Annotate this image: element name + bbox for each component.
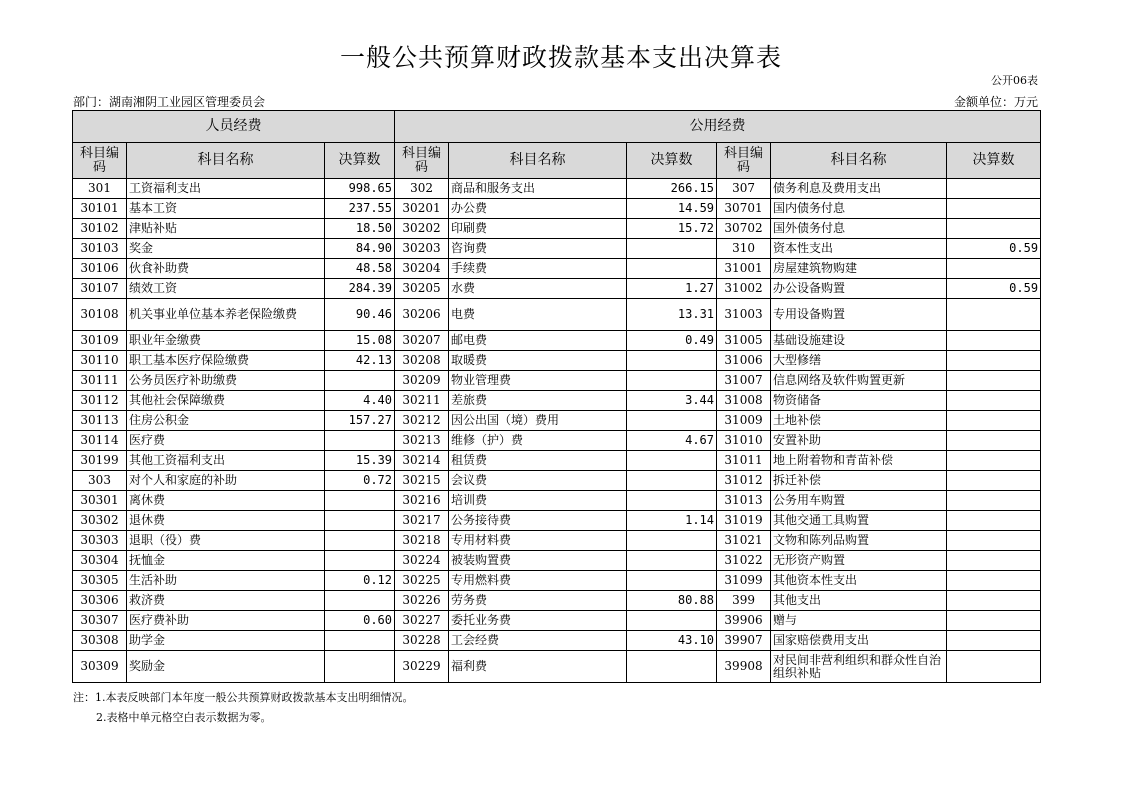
code-cell: 30201	[395, 199, 449, 219]
amount-cell: 84.90	[325, 239, 395, 259]
amount-cell: 13.31	[627, 299, 717, 331]
amount-cell	[947, 471, 1041, 491]
code-cell: 31013	[717, 491, 771, 511]
amount-cell: 266.15	[627, 179, 717, 199]
amount-cell: 0.72	[325, 471, 395, 491]
group-public: 公用经费	[395, 111, 1041, 143]
amount-cell: 3.44	[627, 391, 717, 411]
name-cell: 租赁费	[449, 451, 627, 471]
page-title: 一般公共预算财政拨款基本支出决算表	[339, 43, 782, 72]
amount-cell	[947, 591, 1041, 611]
name-cell: 公务接待费	[449, 511, 627, 531]
amount-cell	[627, 259, 717, 279]
code-cell: 30109	[73, 331, 127, 351]
code-cell: 30211	[395, 391, 449, 411]
code-cell: 31005	[717, 331, 771, 351]
table-row	[73, 179, 1041, 199]
table-row	[73, 411, 1041, 431]
table-row	[73, 239, 1041, 259]
header-amount: 决算数	[947, 143, 1041, 179]
amount-cell: 0.59	[947, 279, 1041, 299]
code-cell: 30208	[395, 351, 449, 371]
code-cell: 30701	[717, 199, 771, 219]
budget-table	[72, 110, 1041, 683]
amount-cell: 157.27	[325, 411, 395, 431]
code-cell: 30301	[73, 491, 127, 511]
amount-cell	[947, 179, 1041, 199]
amount-cell: 15.08	[325, 331, 395, 351]
code-cell: 31012	[717, 471, 771, 491]
code-cell: 31008	[717, 391, 771, 411]
table-row	[73, 631, 1041, 651]
code-cell: 31009	[717, 411, 771, 431]
amount-cell	[947, 491, 1041, 511]
table-row	[73, 431, 1041, 451]
amount-cell	[947, 431, 1041, 451]
name-cell: 奖金	[127, 239, 325, 259]
amount-cell	[627, 491, 717, 511]
amount-cell	[947, 631, 1041, 651]
amount-cell	[325, 511, 395, 531]
code-cell: 30307	[73, 611, 127, 631]
amount-cell: 15.39	[325, 451, 395, 471]
unit-label: 金额单位：万元	[953, 95, 1038, 109]
amount-cell	[627, 411, 717, 431]
amount-cell	[627, 551, 717, 571]
amount-cell	[627, 531, 717, 551]
name-cell: 国内债务付息	[771, 199, 947, 219]
code-cell: 30205	[395, 279, 449, 299]
name-cell: 职工基本医疗保险缴费	[127, 351, 325, 371]
name-cell: 被装购置费	[449, 551, 627, 571]
amount-cell	[627, 451, 717, 471]
table-row	[73, 651, 1041, 683]
code-cell: 31006	[717, 351, 771, 371]
header-code: 科目编码	[73, 143, 127, 179]
header-name: 科目名称	[771, 143, 947, 179]
amount-cell	[325, 591, 395, 611]
table-row	[73, 371, 1041, 391]
name-cell: 电费	[449, 299, 627, 331]
name-cell: 赠与	[771, 611, 947, 631]
code-cell: 303	[73, 471, 127, 491]
code-cell: 30225	[395, 571, 449, 591]
name-cell: 资本性支出	[771, 239, 947, 259]
amount-cell	[947, 651, 1041, 683]
amount-cell: 284.39	[325, 279, 395, 299]
name-cell: 其他支出	[771, 591, 947, 611]
code-cell: 310	[717, 239, 771, 259]
amount-cell: 80.88	[627, 591, 717, 611]
amount-cell	[325, 531, 395, 551]
amount-cell: 4.40	[325, 391, 395, 411]
code-cell: 30214	[395, 451, 449, 471]
name-cell: 咨询费	[449, 239, 627, 259]
amount-cell	[947, 511, 1041, 531]
code-cell: 30302	[73, 511, 127, 531]
code-cell: 30203	[395, 239, 449, 259]
footnote-1: 注：1.本表反映部门本年度一般公共预算财政拨款基本支出明细情况。	[73, 691, 414, 704]
amount-cell	[947, 391, 1041, 411]
name-cell: 商品和服务支出	[449, 179, 627, 199]
amount-cell: 43.10	[627, 631, 717, 651]
code-cell: 30103	[73, 239, 127, 259]
code-cell: 31022	[717, 551, 771, 571]
code-cell: 31099	[717, 571, 771, 591]
header-amount: 决算数	[325, 143, 395, 179]
code-cell: 30213	[395, 431, 449, 451]
amount-cell	[947, 199, 1041, 219]
code-cell: 30111	[73, 371, 127, 391]
name-cell: 专用设备购置	[771, 299, 947, 331]
header-code: 科目编码	[395, 143, 449, 179]
table-row	[73, 571, 1041, 591]
name-cell: 债务利息及费用支出	[771, 179, 947, 199]
name-cell: 安置补助	[771, 431, 947, 451]
name-cell: 其他交通工具购置	[771, 511, 947, 531]
name-cell: 公务用车购置	[771, 491, 947, 511]
code-cell: 30209	[395, 371, 449, 391]
header-code: 科目编码	[717, 143, 771, 179]
name-cell: 专用燃料费	[449, 571, 627, 591]
header-name: 科目名称	[449, 143, 627, 179]
amount-cell: 15.72	[627, 219, 717, 239]
amount-cell: 1.27	[627, 279, 717, 299]
table-row	[73, 199, 1041, 219]
name-cell: 取暖费	[449, 351, 627, 371]
code-cell: 39906	[717, 611, 771, 631]
code-cell: 30110	[73, 351, 127, 371]
amount-cell: 237.55	[325, 199, 395, 219]
group-header-row	[73, 111, 1041, 143]
code-cell: 31002	[717, 279, 771, 299]
amount-cell: 4.67	[627, 431, 717, 451]
name-cell: 津贴补贴	[127, 219, 325, 239]
amount-cell	[947, 299, 1041, 331]
name-cell: 邮电费	[449, 331, 627, 351]
code-cell: 31019	[717, 511, 771, 531]
code-cell: 30303	[73, 531, 127, 551]
amount-cell: 0.12	[325, 571, 395, 591]
amount-cell: 0.60	[325, 611, 395, 631]
amount-cell	[947, 331, 1041, 351]
code-cell: 31007	[717, 371, 771, 391]
amount-cell	[947, 371, 1041, 391]
name-cell: 基础设施建设	[771, 331, 947, 351]
name-cell: 退职（役）费	[127, 531, 325, 551]
name-cell: 办公费	[449, 199, 627, 219]
code-cell: 30107	[73, 279, 127, 299]
amount-cell	[627, 371, 717, 391]
code-cell: 30102	[73, 219, 127, 239]
form-code: 公开06表	[991, 74, 1038, 87]
amount-cell	[627, 239, 717, 259]
code-cell: 30216	[395, 491, 449, 511]
code-cell: 30101	[73, 199, 127, 219]
table-row	[73, 299, 1041, 331]
code-cell: 399	[717, 591, 771, 611]
name-cell: 伙食补助费	[127, 259, 325, 279]
table-row	[73, 591, 1041, 611]
code-cell: 30305	[73, 571, 127, 591]
code-cell: 31011	[717, 451, 771, 471]
amount-cell: 0.59	[947, 239, 1041, 259]
name-cell: 土地补偿	[771, 411, 947, 431]
code-cell: 39908	[717, 651, 771, 683]
name-cell: 劳务费	[449, 591, 627, 611]
code-cell: 30206	[395, 299, 449, 331]
name-cell: 办公设备购置	[771, 279, 947, 299]
amount-cell	[325, 371, 395, 391]
name-cell: 工会经费	[449, 631, 627, 651]
amount-cell	[947, 551, 1041, 571]
code-cell: 30215	[395, 471, 449, 491]
amount-cell	[325, 491, 395, 511]
table-row	[73, 451, 1041, 471]
amount-cell	[325, 631, 395, 651]
table-row	[73, 511, 1041, 531]
name-cell: 因公出国（境）费用	[449, 411, 627, 431]
amount-cell	[325, 551, 395, 571]
table-row	[73, 259, 1041, 279]
name-cell: 工资福利支出	[127, 179, 325, 199]
name-cell: 对个人和家庭的补助	[127, 471, 325, 491]
name-cell: 其他资本性支出	[771, 571, 947, 591]
table-row	[73, 331, 1041, 351]
amount-cell	[947, 351, 1041, 371]
header-name: 科目名称	[127, 143, 325, 179]
table-row	[73, 471, 1041, 491]
name-cell: 国外债务付息	[771, 219, 947, 239]
name-cell: 退休费	[127, 511, 325, 531]
code-cell: 30199	[73, 451, 127, 471]
code-cell: 39907	[717, 631, 771, 651]
amount-cell: 48.58	[325, 259, 395, 279]
name-cell: 维修（护）费	[449, 431, 627, 451]
code-cell: 30106	[73, 259, 127, 279]
code-cell: 30202	[395, 219, 449, 239]
amount-cell	[627, 351, 717, 371]
name-cell: 印刷费	[449, 219, 627, 239]
code-cell: 30212	[395, 411, 449, 431]
code-cell: 30217	[395, 511, 449, 531]
code-cell: 30228	[395, 631, 449, 651]
code-cell: 30309	[73, 651, 127, 683]
amount-cell: 0.49	[627, 331, 717, 351]
name-cell: 拆迁补偿	[771, 471, 947, 491]
name-cell: 其他工资福利支出	[127, 451, 325, 471]
column-header-row	[73, 143, 1041, 179]
name-cell: 手续费	[449, 259, 627, 279]
name-cell: 救济费	[127, 591, 325, 611]
name-cell: 其他社会保障缴费	[127, 391, 325, 411]
name-cell: 公务员医疗补助缴费	[127, 371, 325, 391]
table-row	[73, 611, 1041, 631]
name-cell: 水费	[449, 279, 627, 299]
name-cell: 地上附着物和青苗补偿	[771, 451, 947, 471]
name-cell: 奖励金	[127, 651, 325, 683]
amount-cell	[325, 431, 395, 451]
table-row	[73, 351, 1041, 371]
amount-cell	[325, 651, 395, 683]
code-cell: 30226	[395, 591, 449, 611]
code-cell: 30108	[73, 299, 127, 331]
code-cell: 30114	[73, 431, 127, 451]
amount-cell: 42.13	[325, 351, 395, 371]
amount-cell	[947, 571, 1041, 591]
code-cell: 30702	[717, 219, 771, 239]
code-cell: 30112	[73, 391, 127, 411]
code-cell: 301	[73, 179, 127, 199]
amount-cell	[947, 259, 1041, 279]
code-cell: 30229	[395, 651, 449, 683]
name-cell: 医疗费补助	[127, 611, 325, 631]
code-cell: 31001	[717, 259, 771, 279]
code-cell: 30204	[395, 259, 449, 279]
name-cell: 抚恤金	[127, 551, 325, 571]
code-cell: 30113	[73, 411, 127, 431]
name-cell: 助学金	[127, 631, 325, 651]
name-cell: 离休费	[127, 491, 325, 511]
name-cell: 住房公积金	[127, 411, 325, 431]
amount-cell	[947, 451, 1041, 471]
name-cell: 对民间非营利组织和群众性自治组织补贴	[771, 651, 947, 683]
table-row	[73, 279, 1041, 299]
code-cell: 30306	[73, 591, 127, 611]
name-cell: 房屋建筑物购建	[771, 259, 947, 279]
code-cell: 30207	[395, 331, 449, 351]
amount-cell: 1.14	[627, 511, 717, 531]
name-cell: 国家赔偿费用支出	[771, 631, 947, 651]
amount-cell: 14.59	[627, 199, 717, 219]
amount-cell	[947, 611, 1041, 631]
name-cell: 职业年金缴费	[127, 331, 325, 351]
amount-cell	[627, 571, 717, 591]
table-row	[73, 391, 1041, 411]
name-cell: 无形资产购置	[771, 551, 947, 571]
name-cell: 信息网络及软件购置更新	[771, 371, 947, 391]
table-row	[73, 219, 1041, 239]
amount-cell: 18.50	[325, 219, 395, 239]
code-cell: 31021	[717, 531, 771, 551]
name-cell: 大型修缮	[771, 351, 947, 371]
code-cell: 30218	[395, 531, 449, 551]
code-cell: 31010	[717, 431, 771, 451]
table-row	[73, 531, 1041, 551]
name-cell: 委托业务费	[449, 611, 627, 631]
name-cell: 绩效工资	[127, 279, 325, 299]
name-cell: 培训费	[449, 491, 627, 511]
amount-cell: 90.46	[325, 299, 395, 331]
code-cell: 30227	[395, 611, 449, 631]
name-cell: 专用材料费	[449, 531, 627, 551]
code-cell: 302	[395, 179, 449, 199]
name-cell: 机关事业单位基本养老保险缴费	[127, 299, 325, 331]
department-label: 部门：湖南湘阴工业园区管理委员会	[73, 95, 266, 109]
amount-cell	[947, 531, 1041, 551]
name-cell: 物业管理费	[449, 371, 627, 391]
name-cell: 差旅费	[449, 391, 627, 411]
header-amount: 决算数	[627, 143, 717, 179]
amount-cell	[627, 471, 717, 491]
amount-cell: 998.65	[325, 179, 395, 199]
table-row	[73, 551, 1041, 571]
code-cell: 31003	[717, 299, 771, 331]
name-cell: 医疗费	[127, 431, 325, 451]
footnotes	[73, 688, 414, 728]
name-cell: 基本工资	[127, 199, 325, 219]
amount-cell	[947, 219, 1041, 239]
amount-cell	[627, 651, 717, 683]
code-cell: 30304	[73, 551, 127, 571]
footnote-2: 2.表格中单元格空白表示数据为零。	[96, 711, 272, 724]
table-row	[73, 491, 1041, 511]
code-cell: 30224	[395, 551, 449, 571]
name-cell: 福利费	[449, 651, 627, 683]
name-cell: 生活补助	[127, 571, 325, 591]
name-cell: 文物和陈列品购置	[771, 531, 947, 551]
table-body	[73, 111, 1041, 683]
amount-cell	[627, 611, 717, 631]
group-personnel: 人员经费	[73, 111, 395, 143]
amount-cell	[947, 411, 1041, 431]
name-cell: 会议费	[449, 471, 627, 491]
code-cell: 307	[717, 179, 771, 199]
code-cell: 30308	[73, 631, 127, 651]
name-cell: 物资储备	[771, 391, 947, 411]
